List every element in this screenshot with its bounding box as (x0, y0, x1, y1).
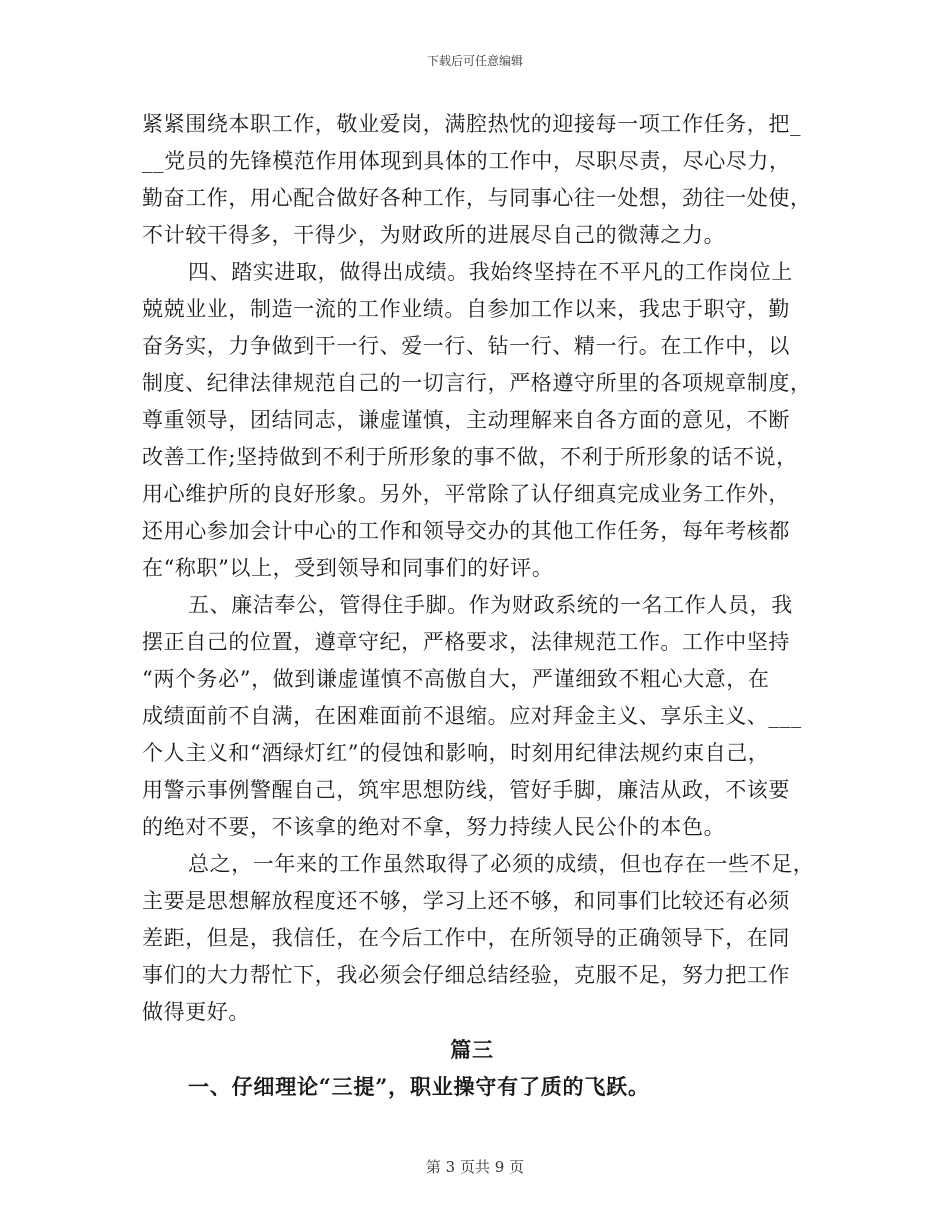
section-title: 篇三 (450, 1037, 494, 1062)
text-line: 五、廉洁奉公，管得住手脚。作为财政系统的一名工作人员，我 (188, 593, 793, 617)
paragraph-3 (142, 587, 802, 846)
text-line: 尊重领导，团结同志，谦虚谨慎，主动理解来自各方面的意见，不断 (142, 408, 790, 432)
text-line: 成绩面前不自满，在困难面前不退缩。应对拜金主义、享乐主义、___ (142, 704, 802, 728)
text-line: 在“称职”以上，受到领导和同事们的好评。 (142, 556, 554, 580)
document-body (142, 106, 815, 1105)
page-header: 下载后可任意编辑 (426, 54, 523, 68)
paragraph-1 (142, 106, 812, 254)
text-line: 不计较干得多，干得少，为财政所的进展尽自己的微薄之力。 (142, 223, 726, 247)
text-line: 差距，但是，我信任，在今后工作中，在所领导的正确领导下，在同 (142, 926, 790, 950)
text-line: 还用心参加会计中心的工作和领导交办的其他工作任务，每年考核都 (142, 519, 790, 543)
text-line: 摆正自己的位置，遵章守纪，严格要求，法律规范工作。工作中坚持 (142, 630, 790, 654)
text-line: __党员的先锋模范作用体现到具体的工作中，尽职尽责，尽心尽力， (142, 149, 791, 173)
text-line: 个人主义和“酒绿灯红”的侵蚀和影响，时刻用纪律法规约束自己， (142, 741, 770, 765)
text-line: 总之，一年来的工作虽然取得了必须的成绩，但也存在一些不足， (188, 852, 815, 876)
subheading: 一、仔细理论“三提”，职业操守有了质的飞跃。 (188, 1074, 650, 1099)
text-line: 的绝对不要，不该拿的绝对不拿，努力持续人民公仆的本色。 (142, 815, 726, 839)
text-line: 奋务实，力争做到干一行、爱一行、钻一行、精一行。在工作中，以 (142, 334, 790, 358)
text-line: 主要是思想解放程度还不够，学习上还不够，和同事们比较还有必须 (142, 889, 790, 913)
text-line: 紧紧围绕本职工作，敬业爱岗，满腔热忱的迎接每一项工作任务，把_ (142, 112, 802, 136)
text-line: 改善工作;坚持做到不利于所形象的事不做，不利于所形象的话不说， (142, 445, 798, 469)
text-line: 制度、纪律法律规范自己的一切言行，严格遵守所里的各项规章制度， (142, 371, 812, 395)
text-line: 事们的大力帮忙下，我必须会仔细总结经验，克服不足，努力把工作 (142, 963, 790, 987)
text-line: 勤奋工作，用心配合做好各种工作，与同事心往一处想，劲往一处使， (142, 186, 812, 210)
text-line: 用心维护所的良好形象。另外，平常除了认仔细真完成业务工作外， (142, 482, 790, 506)
paragraph-4 (142, 846, 815, 1031)
page-footer: 第 3 页共 9 页 (425, 1158, 525, 1176)
text-line: 做得更好。 (142, 1000, 250, 1024)
text-line: 用警示事例警醒自己，筑牢思想防线，管好手脚，廉洁从政，不该要 (142, 778, 790, 802)
text-line: “两个务必”，做到谦虚谨慎不高傲自大，严谨细致不粗心大意，在 (142, 667, 770, 691)
text-line: 兢兢业业，制造一流的工作业绩。自参加工作以来，我忠于职守，勤 (142, 297, 790, 321)
paragraph-2 (142, 254, 812, 587)
text-line: 四、踏实进取，做得出成绩。我始终坚持在不平凡的工作岗位上 (188, 260, 793, 284)
